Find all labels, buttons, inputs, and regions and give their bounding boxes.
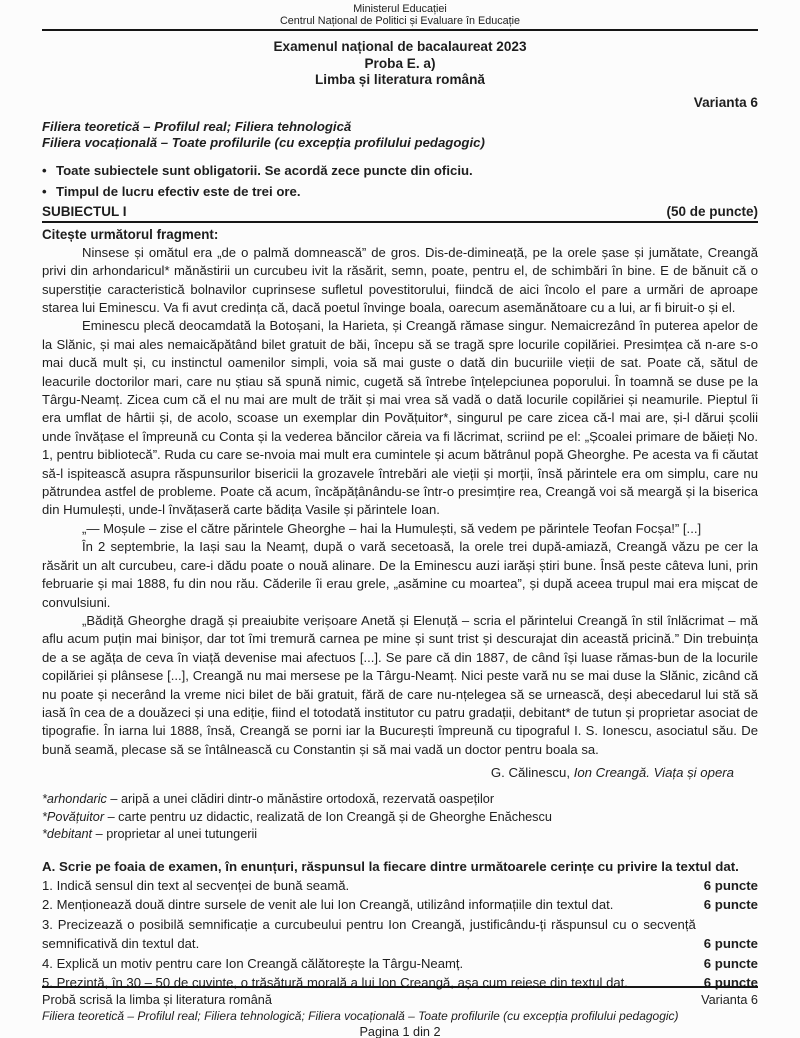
instruction-text: Toate subiectele sunt obligatorii. Se acordă zece puncte din oficiu. <box>56 162 473 178</box>
question-text: 4. Explică un motiv pentru care Ion Creangă călătorește la Târgu-Neamț. <box>42 955 464 971</box>
exam-probe: Proba E. a) <box>364 55 436 71</box>
instruction-item <box>42 160 758 181</box>
instructions-list <box>42 160 758 202</box>
fragment-paragraph-4: În 2 septembrie, la Iași sau la Neamț, după o vară secetoasă, la orele trei după-amiază, Creangă văzu pe cer la răsărit un alt curcubeu, care-i dădu poate o nouă alinare. De la Eminescu auzi iarăși știri bune. Însă peste câteva luni, prin februarie și mai 1888, fu din nou rău. Căderile îi erau grele, „asămine cu moartea”, și după aceea trupul mai era mișcat de convulsiuni. <box>42 539 758 610</box>
question-points: 6 puncte <box>703 974 758 990</box>
question-text: 1. Indică sensul din text al secvenței de bună seamă. <box>42 877 350 893</box>
fragment-prompt: Citește următorul fragment: <box>42 226 219 242</box>
footer-row <box>42 993 758 1008</box>
footnote-povatuitor <box>42 809 758 827</box>
exam-title-block <box>42 39 758 89</box>
footnote-arhondaric <box>42 791 758 809</box>
question-item-2 <box>42 895 758 914</box>
section-a-heading: A. Scrie pe foaia de examen, în enunțuri, răspunsul la fiecare dintre următoarele cerințe cu privire la textul dat. <box>42 858 739 874</box>
fragment-paragraph-1: Ninsese și omătul era „de o palmă domnească” de gros. Dis-de-dimineață, pe la orele șase și jumătate, Creangă privi din arhondaricul* mănăstirii un curcubeu ivit la răsărit, semn, poate, pentru el, de schimbări în bine. E de bănuit că o superstiție caracteristică bolnavilor cuprinsese sufletul povestitorului, fiindcă de aici încolo el pare a urmări de aproape starea lui Eminescu. Va fi avut credința că, dacă poetul învinge boala, oarecum asemănătoare cu a lui, ar fi biruit-o și el. <box>42 244 758 315</box>
exam-title: Examenul național de bacalaureat 2023 <box>273 39 527 54</box>
footnote-debitant <box>42 826 758 844</box>
question-number: 4. <box>42 955 53 971</box>
question-number: 5. <box>42 974 53 990</box>
footer-proba: Probă scrisă la limba și literatura română <box>42 993 272 1007</box>
question-number: 3. <box>42 916 53 932</box>
fragment-paragraph-2: Eminescu plecă deocamdată la Botoșani, la Harieta, și Creangă rămase singur. Nemaicrezând în puterea apelor de la Slănic, și mai ales nemaicăpătând bilet gratuit de băi, începu să se tragă spre locurile copilăriei. Presimțea că n-are s-o mai ducă mult și, cu instinctul oamenilor simpli, voia să mai guste o dată din bucuriile vieții de sat. Poate că, sătul de leacurile doctorilor mari, care nu știau să spună nimic, cugetă să întrebe înțelepciunea poporului. În toamnă se duse pe la Târgu-Neamț. Zicea cum că el nu mai are mult de trăit și mai vrea să vadă o dată locurile copilăriei și neamurile. Pieptul îi era umflat de hârtii și, de acolo, scoase un exemplar din Povățuitor*, singurul pe care zicea că-l mai are, și-l dărui școlii unde învățase el împreună cu Conta și la vederea băncilor căreia va fi lăcrimat, scriind pe el: „Școalei primare de băieți No. 1, pentru bibliotecă”. Ruda cu care se-nvoia mai mult era cumintele și acum bătrânul popă Gheorghe. Pe acesta va fi căutat să-l ispitească asupra răspunsurilor bisericii la grozavele întrebări ale vieții și morții, însă părintele era om simplu, care nu pătrundea astfel de probleme. Poate că acum, încăpățânându-se într-o presimțire rea, Creangă voi să meargă și la biserica din Humulești, unde-l învățaseră carte bădița Vasile și părintele Ioan. <box>42 318 758 518</box>
question-text: 2. Menționează două dintre sursele de venit ale lui Ion Creangă, utilizând informațiile din textul dat. <box>42 897 614 913</box>
bullet-icon: • <box>42 183 47 199</box>
question-text: 5. Prezintă, în 30 – 50 de cuvinte, o trăsătură morală a lui Ion Creangă, așa cum reiese din textul dat. <box>42 974 628 990</box>
attribution-author: G. Călinescu, <box>490 765 574 781</box>
question-item-3 <box>42 915 758 954</box>
question-item-4 <box>42 954 758 973</box>
header-divider <box>42 29 758 31</box>
question-number: 1. <box>42 877 53 893</box>
subject-header <box>42 204 758 223</box>
question-item-1 <box>42 876 758 895</box>
section-a <box>42 857 758 992</box>
footnote-term: *Povățuitor <box>42 809 105 824</box>
subject-title: SUBIECTUL I <box>42 203 127 219</box>
filiera-line-1: Filiera teoretică – Profilul real; Filiera tehnologică <box>42 118 352 134</box>
instruction-item <box>42 181 758 202</box>
ministry-header <box>42 3 758 27</box>
ministry-name: Ministerul Educației <box>353 3 447 15</box>
exam-subject: Limba și literatura română <box>315 72 485 88</box>
footnote-definition: – carte pentru uz didactic, realizată de Ion Creangă și de Gheorghe Enăchescu <box>104 809 552 824</box>
eligibility-block <box>42 119 758 151</box>
fragment-text <box>42 244 758 759</box>
footer-variant: Varianta 6 <box>701 993 758 1007</box>
attribution <box>42 764 758 782</box>
question-points: 6 puncte <box>703 877 758 893</box>
variant-label: Varianta 6 <box>693 94 758 110</box>
question-points: 6 puncte <box>703 955 758 971</box>
question-number: 2. <box>42 897 53 913</box>
footer-filiera: Filiera teoretică – Profilul real; Filiera tehnologică; Filiera vocațională – Toate profilurile (cu excepția profilului pedagogic) <box>42 1009 679 1023</box>
footnote-term: *debitant <box>42 827 93 842</box>
instruction-text: Timpul de lucru efectiv este de trei ore. <box>56 183 301 199</box>
attribution-work-title: Ion Creangă. Viața și opera <box>573 765 734 781</box>
filiera-line-2: Filiera vocațională – Toate profilurile (cu excepția profilului pedagogic) <box>42 134 485 150</box>
subject-points: (50 de puncte) <box>666 203 758 219</box>
footnote-definition: – aripă a unei clădiri dintr-o mănăstire ortodoxă, rezervată oaspeților <box>106 792 495 807</box>
fragment-paragraph-5: „Bădiță Gheorghe dragă și preaiubite verișoare Anetă și Elenuță – scria el părintelui Creangă în stil înlăcrimat – mă aflu acum puțin mai binișor, dar tot îmi tremură carnea pe mine și sunt trist și descurajat din această pricină.” Din trebuința de a se agăța de ceva în viață devenise mai afectuos [...]. Se pare că din 1887, de când își luase rămas-bun de la locurile copilăriei și plânsese [...], Creangă nu mai mersese pe la Târgu-Neamț. Nici peste vară nu se mai duse la Slănic, zicând că nu poate și necerând la vreme nici bilet de băi gratuit, fără de care nu-nțelegea să se urnească, deși abecedarul lui stă să iasă în cea de a douăzeci și una ediție, fiind el totodată institutor cu patru gradații, debitant* de tutun și proprietar asociat de tipografie. În iarna lui 1888, însă, Creangă se porni iar la București împreună cu tipograful I. S. Ionescu, asociatul său. De bună seamă, plecase să se întâlnească cu Constantin și să mai vadă un doctor pentru boala sa. <box>42 612 758 757</box>
footnotes <box>42 791 758 844</box>
question-points: 6 puncte <box>703 897 758 913</box>
question-text: 3. Precizează o posibilă semnificație a curcubeului pentru Ion Creangă, justificându-ți răspunsul cu o secvență semnificativă din textul dat. <box>42 916 696 952</box>
fragment-paragraph-3: „— Moșule – zise el către părintele Gheorghe – hai la Humulești, să vedem pe părintele Teofan Focșa!” [...] <box>82 520 702 536</box>
footnote-term: *arhondaric <box>42 792 107 807</box>
ministry-center-name: Centrul Național de Politici și Evaluare în Educație <box>279 15 521 27</box>
page-footer <box>42 986 758 1038</box>
bullet-icon: • <box>42 162 47 178</box>
footer-page-number: Pagina 1 din 2 <box>359 1025 441 1038</box>
footnote-definition: – proprietar al unei tutungerii <box>92 827 258 842</box>
question-points: 6 puncte <box>703 936 758 952</box>
